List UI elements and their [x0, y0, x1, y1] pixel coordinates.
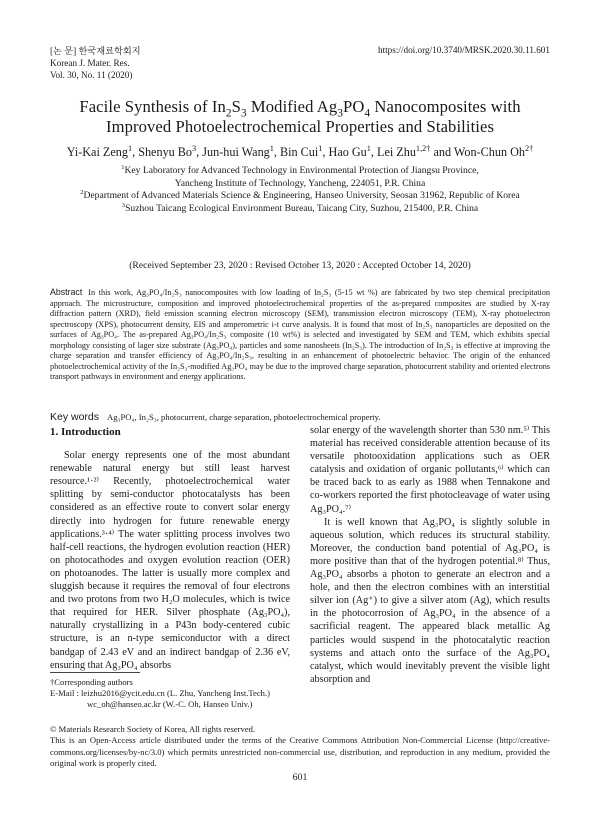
title-line-2: Improved Photoelectrochemical Properties and Stabilities [105, 117, 495, 136]
copyright-line: © Materials Research Society of Korea, All rights reserved. [50, 724, 256, 734]
paper-title [40, 97, 560, 137]
corresponding-author-note: †Corresponding authors [50, 677, 133, 687]
page-number: 601 [292, 772, 308, 783]
email-line: E-Mail : leizhu2016@ycit.edu.cn (L. Zhu, Yancheng Inst.Tech.) [50, 688, 270, 698]
author: Lei Zhu$^{1,2\dagger}$ [377, 143, 431, 159]
keywords-text: Ag₃PO₄, In₂S₃, photocurrent, charge separation, photoelectrochemical property. [107, 412, 381, 422]
footnotes [50, 677, 290, 710]
column-left [50, 426, 290, 672]
copyright-notice [50, 724, 550, 769]
footnote-divider [50, 672, 140, 673]
abstract [50, 287, 550, 383]
affiliation: Yancheng Institute of Technology, Yancheng, 224051, P.R. China [174, 177, 426, 189]
license-text: This is an Open-Access article distributed under the terms of the Creative Commons Attribution Non-Commercial License (http://creative-commons.org/licenses/by-nc/3.0) which permits unrestricted non-commercial use, distribution, and reproduction in any medium, provided the original work is properly cited. [50, 735, 550, 768]
author: Jun-hui Wang$^1$ [202, 143, 274, 159]
doi-link[interactable]: https://doi.org/10.3740/MRSK.2020.30.11.601 [377, 45, 550, 55]
journal-name-korean: [논 문] 한국재료학회지 [50, 46, 141, 56]
author: Shenyu Bo$^3$ [138, 143, 197, 159]
title-line-1: Facile Synthesis of $In_2S_3$ Modified $Ag_3PO_4$ Nanocomposites with [79, 97, 521, 120]
email-line: wc_oh@hanseo.ac.kr (W.-C. Oh, Hanseo Univ.) [87, 699, 253, 709]
affiliation: $^2$Department of Advanced Materials Science & Engineering, Hanseo University, Seosan 31962, Republic of Korea [80, 188, 520, 201]
affiliation: $^3$Suzhou Taicang Ecological Environment Bureau, Taicang City, Suzhou, 215400, P.R. China [121, 201, 479, 214]
journal-header [50, 45, 141, 81]
author-list: Yi-Kai Zeng$^1$, Shenyu Bo$^3$, Jun-hui Wang$^1$, Bin Cui$^1$, Hao Gu$^1$, Lei Zhu$^{1,2\dagger}$ and Won-Chun $Oh^{2\dagger}$ [66, 143, 534, 159]
abstract-text: In this work, Ag₃PO₄/In₂S₃ nanocomposites with low loading of In₂S₃ (5-15 wt %) are fabricated by two step chemical precipitation approach. The microstructure, composition and improved photoelectrochemical properties of the as-prepared composites are studied by X-ray diffraction pattern (XRD), field emission scanning electron microscopy (SEM), transmission electron microscopy (TEM), X-ray photoelectron spectroscopy (XPS), photocurrent density, EIS and amperometric i-t curve analysis. It is found that most of In₂S₃ nanoparticles are deposited on the surfaces of Ag₃PO₄. The as-prepared Ag₃PO₄/In₂S₃ composite (10 wt%) is selected and investigated by SEM and TEM, which exhibits special morphology consisting of lager size substrate (Ag₃PO₄), particles and some nanosheets (In₂S₃). The introduction of In₂S₃ is effective at improving the charge separation and transfer efficiency of Ag₃PO₄/In₂S₃, resulting in an enhancement of photoelectric behavior. The origin of the enhanced photoelectrochemical activity of the In₂S₃-modified Ag₃PO₄ may be due to the improved charge separation, photocurrent stability and oriented electrons transport pathways in environment and energy applications. [50, 288, 550, 381]
paragraph: It is well known that Ag₃PO₄ is slightly soluble in aqueous solution, which reduces its structural stability. Moreover, the conduction band potential of Ag₃PO₄ is more positive than that of the hydrogen potential.⁸⁾ Thus, Ag₃PO₄ absorbs a photon to generate an electron and a hole, and then the electron combines with an interstitial silver ion (Ag⁺) to give a silver atom (Ag), which results in the photocorrosion of Ag₃PO₄ in the absence of a sacrificial reagent. The appeared black metallic Ag particles would suspend in the photocatalytic reaction systems and attach onto the surface of the Ag₃PO₄ catalyst, which would inevitably prevent the visible light absorption and [310, 516, 550, 685]
author: Bin Cui$^1$ [280, 143, 323, 159]
keywords-label: Key words [50, 411, 100, 423]
received-dates: (Received September 23, 2020 : Revised October 13, 2020 : Accepted October 14, 2020) [129, 260, 471, 271]
paragraph: Solar energy represents one of the most abundant renewable natural energy but still least harvest resource.¹·²⁾ Recently, photoelectrochemical water splitting by semi-conductor photocatalysts has been considered as an effective route to convert solar energy directly into hydrogen for future renewable energy applications.³·⁴⁾ The water splitting process involves two half-cell reactions, the hydrogen evolution reaction (HER) on photocathodes and oxygen evolution reaction (OER) on photoanodes. The latter is usually more complex and sluggish because it requires the removal of four electrons and two protons from two H₂O molecules, which is twice that required for HER. Silver phosphate (Ag₃PO₄), naturally crystallizing in a P43n body-centered cubic structure, is an n-type semiconductor with a direct bandgap of 2.43 eV and an indirect bandgap of 2.36 eV, ensuring that Ag₃PO₄ absorbs [50, 450, 290, 671]
affiliation: $^1$Key Laboratory for Advanced Technology in Environmental Protection of Jiangsu Province, [121, 163, 479, 176]
author: Yi-Kai Zeng$^1$ [66, 143, 133, 159]
paragraph: solar energy of the wavelength shorter than 530 nm.⁵⁾ This material has received considerable attention because of its versatile photooxidation applications such as OER catalysis and oxidation of organic pollutants,⁶⁾ which can be traced back to as early as 1988 when Tennakone and co-workers reported the first photocleavage of water using Ag₃PO₄.⁷⁾ [310, 425, 550, 515]
keywords [50, 411, 550, 423]
author: Hao Gu$^1$ [328, 143, 371, 159]
affiliations [40, 165, 560, 215]
column-right [310, 424, 550, 686]
author: Won-Chun $Oh^{2\dagger}$ [453, 143, 534, 159]
section-heading: 1. Introduction [50, 426, 121, 438]
journal-volume: Vol. 30, No. 11 (2020) [50, 70, 133, 80]
abstract-label: Abstract [50, 287, 83, 297]
journal-name-english: Korean J. Mater. Res. [50, 58, 130, 68]
